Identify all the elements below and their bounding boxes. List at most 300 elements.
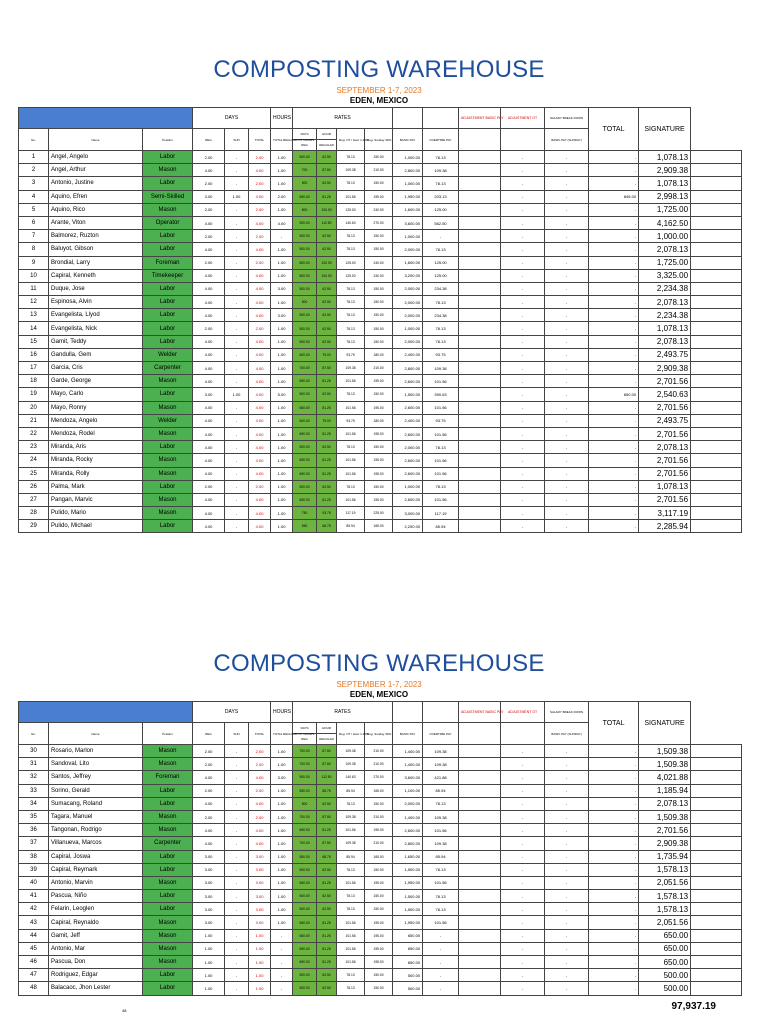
overtime-pay: - — [423, 929, 459, 942]
row-number: 33 — [19, 784, 49, 797]
position-cell: Mason — [143, 164, 193, 177]
table-row — [19, 164, 742, 177]
ot-hours: - — [271, 942, 293, 955]
basic-pay: 2,600.00 — [393, 375, 423, 388]
sun-days: - — [225, 296, 249, 309]
table-row — [19, 177, 742, 190]
adjustment-basic: - — [501, 507, 545, 520]
hourly-rate: 81.25 — [317, 956, 337, 969]
reg-days: 4.00 — [193, 375, 225, 388]
sunday-rate: 180.00 — [365, 414, 393, 427]
adjustment-ot: - — [545, 335, 589, 348]
adjustment-basic: - — [501, 203, 545, 216]
ot-hours: 1.00 — [271, 758, 293, 771]
reg-ot-hour-header: Reg. OT / Hour 1.25% — [337, 129, 365, 151]
sunday-rate: 240.00 — [365, 203, 393, 216]
sun-days: - — [225, 758, 249, 771]
hourly-rate: 62.50 — [317, 480, 337, 493]
daily-rate: 700.00 — [293, 758, 317, 771]
basic-pay: 2,000.00 — [393, 296, 423, 309]
basic-pay-sunday: - — [589, 745, 639, 758]
position-cell: Mason — [143, 427, 193, 440]
basic-pay: 2,600.00 — [393, 493, 423, 506]
employee-name: Sumacang, Roland — [49, 797, 143, 810]
ot-hours: 4.00 — [271, 216, 293, 229]
table-row — [19, 414, 742, 427]
basic-pay-sunday: - — [589, 929, 639, 942]
hourly-rate: 75.00 — [317, 348, 337, 361]
adjustment-basic: - — [501, 375, 545, 388]
daily-rate: 900.00 — [293, 216, 317, 229]
signature-cell — [691, 151, 742, 164]
daily-rate: 500.00 — [293, 282, 317, 295]
reg-days: 4.00 — [193, 282, 225, 295]
basic-pay: 2,600.00 — [393, 454, 423, 467]
ot-hours: 1.00 — [271, 401, 293, 414]
ot-rate: 78.13 — [337, 890, 365, 903]
position-cell: Timekeeper — [143, 269, 193, 282]
overtime-pay: 78.13 — [423, 797, 459, 810]
position-header: Position — [143, 723, 193, 745]
overtime-pay-header: OVERTIME PAY — [423, 129, 459, 151]
overtime-pay: 234.38 — [423, 309, 459, 322]
blank-cell — [459, 375, 501, 388]
overtime-pay: 78.13 — [423, 296, 459, 309]
daily-rate: 500.00 — [293, 969, 317, 982]
overtime-pay: 101.56 — [423, 916, 459, 929]
basic-pay-sunday: - — [589, 956, 639, 969]
daily-rate: 650.00 — [293, 942, 317, 955]
row-total: 2,701.56 — [639, 824, 691, 837]
signature-cell — [691, 876, 742, 889]
basic-pay: 1,500.00 — [393, 903, 423, 916]
table-row — [19, 190, 742, 203]
row-total: 2,051.56 — [639, 916, 691, 929]
adjustment-basic: - — [501, 322, 545, 335]
ot-hours: 1.00 — [271, 335, 293, 348]
location: EDEN, MEXICO — [349, 96, 409, 105]
basic-pay-sunday: - — [589, 203, 639, 216]
table-row — [19, 375, 742, 388]
ot-hours: 1.00 — [271, 362, 293, 375]
total-days: 2.00 — [249, 480, 271, 493]
row-number: 29 — [19, 520, 49, 533]
employee-name: Tagara, Manuel — [49, 810, 143, 823]
adjustment-basic: - — [501, 467, 545, 480]
adjustment-basic: - — [501, 309, 545, 322]
sun-days: - — [225, 863, 249, 876]
adjustment-ot: - — [545, 282, 589, 295]
ot-hours: 3.00 — [271, 309, 293, 322]
employee-name: Capiral, Joswa — [49, 850, 143, 863]
reg-days: 4.00 — [193, 441, 225, 454]
blank-cell — [459, 203, 501, 216]
ot-hours: 1.00 — [271, 520, 293, 533]
overtime-pay: 117.19 — [423, 507, 459, 520]
row-total: 3,325.00 — [639, 269, 691, 282]
basic-pay: 3,200.00 — [393, 269, 423, 282]
payroll-table — [18, 701, 742, 996]
reg-days: 3.00 — [193, 903, 225, 916]
sun-days: - — [225, 401, 249, 414]
ot-hours: - — [271, 982, 293, 995]
ot-rate: 78.13 — [337, 322, 365, 335]
ot-rate: 78.13 — [337, 480, 365, 493]
table-row — [19, 296, 742, 309]
table-row — [19, 427, 742, 440]
reg-days: 2.00 — [193, 480, 225, 493]
basic-pay: 1,500.00 — [393, 863, 423, 876]
ot-hours: 1.00 — [271, 375, 293, 388]
employee-name: Arante, Viton — [49, 216, 143, 229]
basic-pay-sunday: - — [589, 454, 639, 467]
total-days: 4.00 — [249, 296, 271, 309]
table-row — [19, 969, 742, 982]
row-number: 11 — [19, 282, 49, 295]
table-row — [19, 401, 742, 414]
sun-days: - — [225, 507, 249, 520]
blank-cell — [459, 850, 501, 863]
sun-days-header: SUN — [225, 723, 249, 745]
signature-cell — [691, 256, 742, 269]
basic-pay-sunday-header: BASIC PAY (SUNDAY) — [545, 129, 589, 151]
blank-cell — [459, 190, 501, 203]
row-total: 2,701.56 — [639, 401, 691, 414]
sun-days: - — [225, 243, 249, 256]
position-cell: Labor — [143, 177, 193, 190]
position-cell: Mason — [143, 824, 193, 837]
total-days: 3.00 — [249, 863, 271, 876]
signature-cell — [691, 493, 742, 506]
table-row — [19, 745, 742, 758]
table-row — [19, 837, 742, 850]
sun-days: - — [225, 810, 249, 823]
row-number: 13 — [19, 309, 49, 322]
table-row — [19, 348, 742, 361]
ot-rate: 78.13 — [337, 903, 365, 916]
employee-name: Aquino, Efren — [49, 190, 143, 203]
reg-days: 1.00 — [193, 956, 225, 969]
hourly-rate: 68.75 — [317, 520, 337, 533]
employee-name: Espinosa, Alvin — [49, 296, 143, 309]
adjustment-basic: - — [501, 243, 545, 256]
daily-rate: 650.00 — [293, 427, 317, 440]
hourly-rate: 81.25 — [317, 375, 337, 388]
reg-days: 4.00 — [193, 467, 225, 480]
adjustment-basic: - — [501, 296, 545, 309]
hourly-rate: 81.25 — [317, 942, 337, 955]
hourly-rate: 62.50 — [317, 230, 337, 243]
signature-cell — [691, 837, 742, 850]
sunday-rate: 195.00 — [365, 493, 393, 506]
ot-rate: 117.19 — [337, 507, 365, 520]
daily-rate: 800 — [293, 203, 317, 216]
hourly-rate: 62.50 — [317, 863, 337, 876]
table-row — [19, 203, 742, 216]
payroll-sheet-2 — [18, 650, 740, 996]
overtime-pay: 109.38 — [423, 362, 459, 375]
basic-pay: 3,600.00 — [393, 216, 423, 229]
table-row — [19, 784, 742, 797]
row-total: 1,725.00 — [639, 203, 691, 216]
overtime-pay: 93.75 — [423, 414, 459, 427]
hourly-rate: 62.50 — [317, 151, 337, 164]
adjustment-basic: - — [501, 520, 545, 533]
hourly-rate: 87.50 — [317, 837, 337, 850]
blank-cell — [459, 322, 501, 335]
row-number: 42 — [19, 903, 49, 916]
hourly-rate: 62.50 — [317, 309, 337, 322]
basic-pay-sunday: - — [589, 850, 639, 863]
ot-hours: 1.00 — [271, 151, 293, 164]
row-number: 6 — [19, 216, 49, 229]
total-days: 4.00 — [249, 190, 271, 203]
sun-days: - — [225, 837, 249, 850]
row-number: 31 — [19, 758, 49, 771]
ot-hours: 1.00 — [271, 269, 293, 282]
row-total: 2,285.94 — [639, 520, 691, 533]
ot-rate: 78.13 — [337, 863, 365, 876]
adjustment-ot: - — [545, 454, 589, 467]
sun-days-header: SUN — [225, 129, 249, 151]
employee-name: Gamit, Teddy — [49, 335, 143, 348]
daily-rate: 700.00 — [293, 810, 317, 823]
table-row — [19, 916, 742, 929]
table-row — [19, 151, 742, 164]
sunday-rate: 150.00 — [365, 863, 393, 876]
position-cell: Labor — [143, 388, 193, 401]
sun-days: - — [225, 322, 249, 335]
sunday-rate: 195.00 — [365, 929, 393, 942]
ot-hours: 1.00 — [271, 177, 293, 190]
employee-name: Garcia, Cris — [49, 362, 143, 375]
daily-rate: 650.00 — [293, 929, 317, 942]
total-days: 4.00 — [249, 427, 271, 440]
employee-name: Pulido, Mario — [49, 507, 143, 520]
position-cell: Labor — [143, 243, 193, 256]
total-days: 4.00 — [249, 388, 271, 401]
row-number: 30 — [19, 745, 49, 758]
total-days: 4.00 — [249, 375, 271, 388]
ot-rate: 78.13 — [337, 243, 365, 256]
blank-cell — [459, 810, 501, 823]
reg-days: 4.00 — [193, 269, 225, 282]
basic-pay-sunday: - — [589, 296, 639, 309]
row-total: 2,998.13 — [639, 190, 691, 203]
daily-rate: 650.00 — [293, 190, 317, 203]
row-number: 5 — [19, 203, 49, 216]
basic-pay-sunday: - — [589, 493, 639, 506]
blank-cell — [459, 863, 501, 876]
adjustment-ot: - — [545, 256, 589, 269]
adjustment-basic: - — [501, 414, 545, 427]
basic-pay: 2,400.00 — [393, 414, 423, 427]
reg-days: 1.00 — [193, 982, 225, 995]
position-cell: Labor — [143, 890, 193, 903]
sunday-rate: 150.00 — [365, 982, 393, 995]
date-range: SEPTEMBER 1-7, 2023 — [336, 680, 422, 689]
daily-rate: 650.00 — [293, 493, 317, 506]
employee-name: Pangan, Marvic — [49, 493, 143, 506]
basic-pay-sunday: - — [589, 916, 639, 929]
blank-cell — [459, 507, 501, 520]
hourly-rate: 81.25 — [317, 401, 337, 414]
employee-name: Santos, Jeffrey — [49, 771, 143, 784]
table-row — [19, 507, 742, 520]
adjustment-basic: - — [501, 771, 545, 784]
basic-pay: 1,950.00 — [393, 190, 423, 203]
daily-rate: 700 — [293, 164, 317, 177]
adjustment-ot: - — [545, 480, 589, 493]
position-cell: Labor — [143, 850, 193, 863]
row-total: 1,509.38 — [639, 810, 691, 823]
sunday-rate: 195.00 — [365, 375, 393, 388]
position-cell: Mason — [143, 929, 193, 942]
ot-rate: 125.00 — [337, 256, 365, 269]
row-total: 2,701.56 — [639, 375, 691, 388]
employee-name: Pulido, Michael — [49, 520, 143, 533]
sun-days: - — [225, 441, 249, 454]
header-blank — [501, 129, 545, 151]
overtime-pay: 101.56 — [423, 876, 459, 889]
adjustment-ot: - — [545, 903, 589, 916]
adjustment-ot: - — [545, 467, 589, 480]
basic-pay-sunday: - — [589, 467, 639, 480]
ot-rate: 85.94 — [337, 850, 365, 863]
adjustment-basic: - — [501, 388, 545, 401]
table-row — [19, 863, 742, 876]
name-header: Name — [49, 723, 143, 745]
signature-cell — [691, 401, 742, 414]
ot-hours: 2.00 — [271, 190, 293, 203]
rates-header: RATES — [293, 702, 393, 723]
basic-pay-sunday: - — [589, 876, 639, 889]
position-cell: Labor — [143, 903, 193, 916]
ot-hours: 1.00 — [271, 784, 293, 797]
employee-name: Mendoza, Angelo — [49, 414, 143, 427]
row-number: 3 — [19, 177, 49, 190]
ot-hours: 1.00 — [271, 441, 293, 454]
adjustment-basic: - — [501, 876, 545, 889]
overtime-pay: 78.13 — [423, 243, 459, 256]
table-row — [19, 929, 742, 942]
row-total: 1,000.00 — [639, 230, 691, 243]
row-number: 34 — [19, 797, 49, 810]
overtime-pay: 203.13 — [423, 190, 459, 203]
sun-days: 1.00 — [225, 190, 249, 203]
reg-days: 2.00 — [193, 784, 225, 797]
daily-rate: 550 — [293, 520, 317, 533]
basic-pay-sunday: - — [589, 177, 639, 190]
daily-rate: 500.00 — [293, 480, 317, 493]
ot-rate: 78.13 — [337, 441, 365, 454]
signature-cell — [691, 507, 742, 520]
basic-pay: 650.00 — [393, 956, 423, 969]
sunday-rate: 195.00 — [365, 824, 393, 837]
basic-pay-sunday: - — [589, 335, 639, 348]
signature-cell — [691, 375, 742, 388]
adjustment-ot: - — [545, 309, 589, 322]
employee-name: Angel, Angelo — [49, 151, 143, 164]
basic-pay-sunday: - — [589, 427, 639, 440]
ot-hours: - — [271, 929, 293, 942]
rate-regular-header: REGULAR — [317, 734, 337, 745]
hourly-rate: 62.50 — [317, 969, 337, 982]
employee-name: Villanueva, Marcos — [49, 837, 143, 850]
header-blank — [423, 108, 459, 129]
total-days: 3.00 — [249, 850, 271, 863]
signature-cell — [691, 745, 742, 758]
position-cell: Labor — [143, 322, 193, 335]
hourly-rate: 87.50 — [317, 164, 337, 177]
daily-rate: 500.00 — [293, 322, 317, 335]
sunday-rate: 210.00 — [365, 164, 393, 177]
reg-days: 2.00 — [193, 810, 225, 823]
sun-days: - — [225, 216, 249, 229]
daily-rate: 800.00 — [293, 269, 317, 282]
ot-rate: 101.56 — [337, 467, 365, 480]
basic-pay-sunday: - — [589, 243, 639, 256]
row-number: 15 — [19, 335, 49, 348]
table-row — [19, 467, 742, 480]
basic-pay-sunday: - — [589, 969, 639, 982]
basic-pay-sunday: - — [589, 375, 639, 388]
ot-hours: 1.00 — [271, 480, 293, 493]
adjustment-basic: - — [501, 758, 545, 771]
header-blank — [19, 108, 193, 129]
adjustment-ot: - — [545, 164, 589, 177]
ot-rate: 109.38 — [337, 164, 365, 177]
row-total: 650.00 — [639, 942, 691, 955]
basic-pay-header: BASIC PAY — [393, 723, 423, 745]
hourly-rate: 81.25 — [317, 454, 337, 467]
signature-cell — [691, 824, 742, 837]
table-row — [19, 942, 742, 955]
daily-rate: 600.00 — [293, 348, 317, 361]
daily-rate: 500.00 — [293, 151, 317, 164]
ot-rate: 78.13 — [337, 296, 365, 309]
blank-cell — [459, 890, 501, 903]
adjustment-basic: - — [501, 903, 545, 916]
position-cell: Mason — [143, 758, 193, 771]
adjustment-ot: - — [545, 190, 589, 203]
sun-days: - — [225, 876, 249, 889]
sun-days: - — [225, 335, 249, 348]
ot-hours: - — [271, 230, 293, 243]
blank-cell — [459, 916, 501, 929]
row-total: 650.00 — [639, 956, 691, 969]
overtime-pay: 78.13 — [423, 903, 459, 916]
basic-pay-sunday: - — [589, 164, 639, 177]
ot-hours: 1.00 — [271, 850, 293, 863]
reg-days: 1.00 — [193, 929, 225, 942]
employee-name: Baluyot, Gibson — [49, 243, 143, 256]
grand-total: 97,937.19 — [671, 1001, 716, 1012]
daily-rate: 600.00 — [293, 414, 317, 427]
blank-cell — [459, 467, 501, 480]
signature-header: SIGNATURE — [639, 702, 691, 745]
basic-pay-sunday: - — [589, 216, 639, 229]
blank-cell — [459, 758, 501, 771]
sunday-rate: 150.00 — [365, 969, 393, 982]
reg-days: 4.00 — [193, 797, 225, 810]
row-number: 43 — [19, 916, 49, 929]
header-blank — [393, 108, 423, 129]
ot-hours: - — [271, 956, 293, 969]
sun-days: - — [225, 745, 249, 758]
reg-days: 2.00 — [193, 322, 225, 335]
position-cell: Welder — [143, 414, 193, 427]
